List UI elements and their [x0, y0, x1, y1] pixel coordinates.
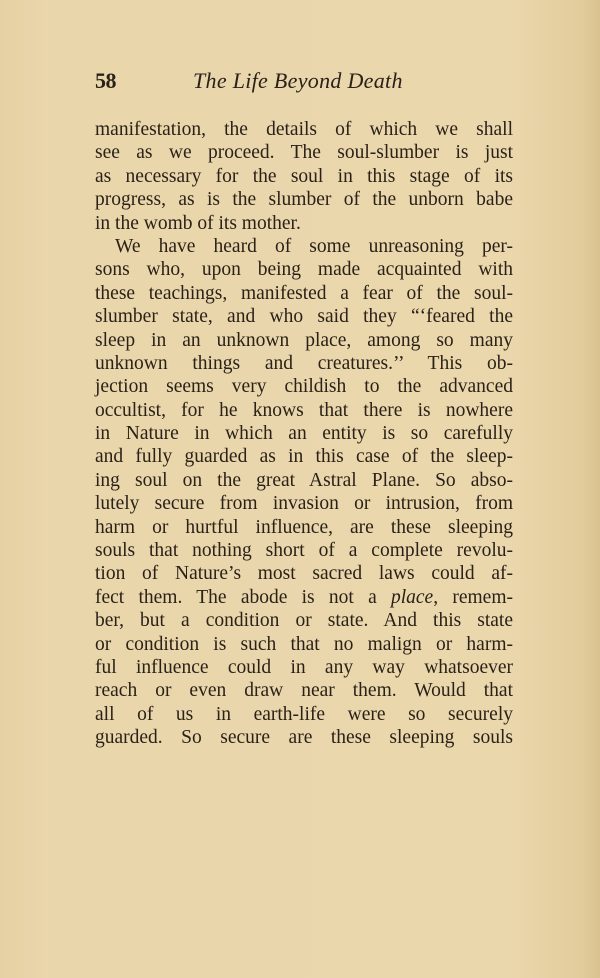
italic-word: place: [390, 586, 434, 608]
text-line-paragraph-start: We have heard of some unreasoning per-: [115, 235, 513, 257]
text-line: and fully guarded as in this case of the sleep-: [95, 446, 513, 468]
text-line: progress, as is the slumber of the unborn babe: [95, 189, 513, 211]
text-line: see as we proceed. The soul-slumber is just: [95, 142, 513, 164]
text-line: as necessary for the soul in this stage of its: [95, 165, 513, 187]
text-line: ing soul on the great Astral Plane. So abso-: [95, 469, 513, 491]
page-header: [95, 68, 510, 100]
text-line: reach or even draw near them. Would that: [95, 680, 513, 702]
text-line: jection seems very childish to the advanced: [95, 376, 513, 398]
text-line: ber, but a condition or state. And this state: [95, 610, 513, 632]
text-line: guarded. So secure are these sleeping souls: [95, 727, 513, 749]
text-line: sons who, upon being made acquainted with: [95, 259, 513, 281]
text-line: occultist, for he knows that there is nowhere: [95, 399, 513, 421]
text-line: harm or hurtful influence, are these sleeping: [95, 516, 513, 538]
text-line: in Nature in which an entity is so carefully: [95, 423, 513, 445]
text-line: slumber state, and who said they “‘feared the: [95, 306, 513, 328]
text-line: tion of Nature’s most sacred laws could af-: [95, 563, 513, 585]
body-text: [95, 118, 513, 750]
text-line: unknown things and creatures.’’ This ob-: [95, 352, 513, 374]
text-segment: fect them. The abode is not a: [95, 586, 391, 608]
text-line: these teachings, manifested a fear of the soul-: [95, 282, 513, 304]
page-number: 58: [95, 68, 116, 93]
text-line: in the womb of its mother.: [95, 212, 301, 234]
text-line: ful influence could in any way whatsoever: [95, 656, 513, 678]
text-line: sleep in an unknown place, among so many: [95, 329, 513, 351]
text-line: souls that nothing short of a complete revolu-: [95, 540, 513, 562]
text-segment: , remem-: [433, 586, 513, 608]
running-title: The Life Beyond Death: [193, 68, 403, 93]
text-line: all of us in earth-life were so securely: [95, 703, 513, 725]
text-line-with-italic: [95, 586, 513, 609]
text-line: lutely secure from invasion or intrusion, from: [95, 493, 513, 515]
text-line: or condition is such that no malign or harm-: [95, 633, 513, 655]
text-line: manifestation, the details of which we shall: [95, 119, 513, 140]
